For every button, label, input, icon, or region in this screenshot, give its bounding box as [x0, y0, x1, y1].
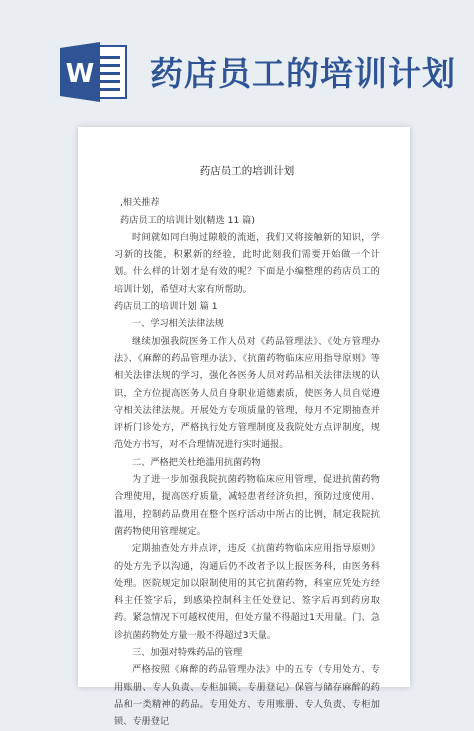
related-label: ,相关推荐	[120, 197, 160, 209]
banner-title: 药店员工的培训计划	[150, 54, 456, 93]
section-body: 为了进一步加强我院抗菌药物临床应用管理，促进抗菌药物合理使用，提高医疗质量，减轻患者经济负担，预防过度使用、滥用，控制药品费用在整个医疗活动中所占的比例，制定我院抗菌药物使用管理规定。	[114, 474, 380, 537]
section-body: 继续加强我院医务工作人员对《药品管理法》、《处方管理办法》、《麻醉的药品管理办法》、《抗菌药物临床应用指导原则》等相关法律法规的学习，强化各医务人员对药品相关法律法规的认识，全方位提高医务人员自身职业道德素质，使医务人员自觉遵守相关法律法规。开展处方专项质量的管理，每月不定期抽查并评析门诊处方，严格执行处方管理制度及我院处方点评制度，规范处方书写，对不合理情况进行实时通报。	[114, 335, 380, 451]
section-heading: 一、学习相关法律法规	[132, 318, 224, 330]
section-body: 严格按照《麻醉的药品管理办法》中的五专（专用处方、专用账册、专人负责、专柜加锁、专册登记）保管与储存麻醉的药品和一类精神的药品。专用处方、专用账册、专人负责、专柜加锁、专册登记	[114, 664, 380, 728]
article-heading: 药店员工的培训计划 篇 1	[114, 301, 218, 313]
document-page	[78, 127, 410, 728]
document-title: 药店员工的培训计划	[199, 165, 295, 177]
section-body: 定期抽查处方并点评，违反《抗菌药物临床应用指导原则》的处方先予以沟通，沟通后仍不改者予以上报医务科，由医务科处理。医院规定加以限制使用的其它抗菌药物，科室应凭处方经科主任签字后，到感染控制科主任处登记、签字后再到药房取药。紧急情况下可越权使用，但处方量不得超过1天用量。门、急诊抗菌药物处方量一般不得超过3天量。	[114, 543, 380, 641]
section-heading: 三、加强对特殊药品的管理	[132, 647, 243, 659]
intro-paragraph: 时间就如同白驹过隙般的流逝，我们又将接触新的知识，学习新的技能，积累新的经验，此时此刻我们需要开始做一个计划。什么样的计划才是有效的呢？下面是小编整理的药店员工的培训计划，希望对大家有所帮助。	[114, 231, 380, 295]
word-icon	[60, 40, 128, 104]
related-item: 药店员工的培训计划(精选 11 篇)	[120, 214, 255, 226]
section-heading: 二、严格把关杜绝滥用抗菌药物	[132, 456, 261, 468]
word-logo-letter: W	[65, 59, 95, 89]
banner	[0, 0, 474, 130]
